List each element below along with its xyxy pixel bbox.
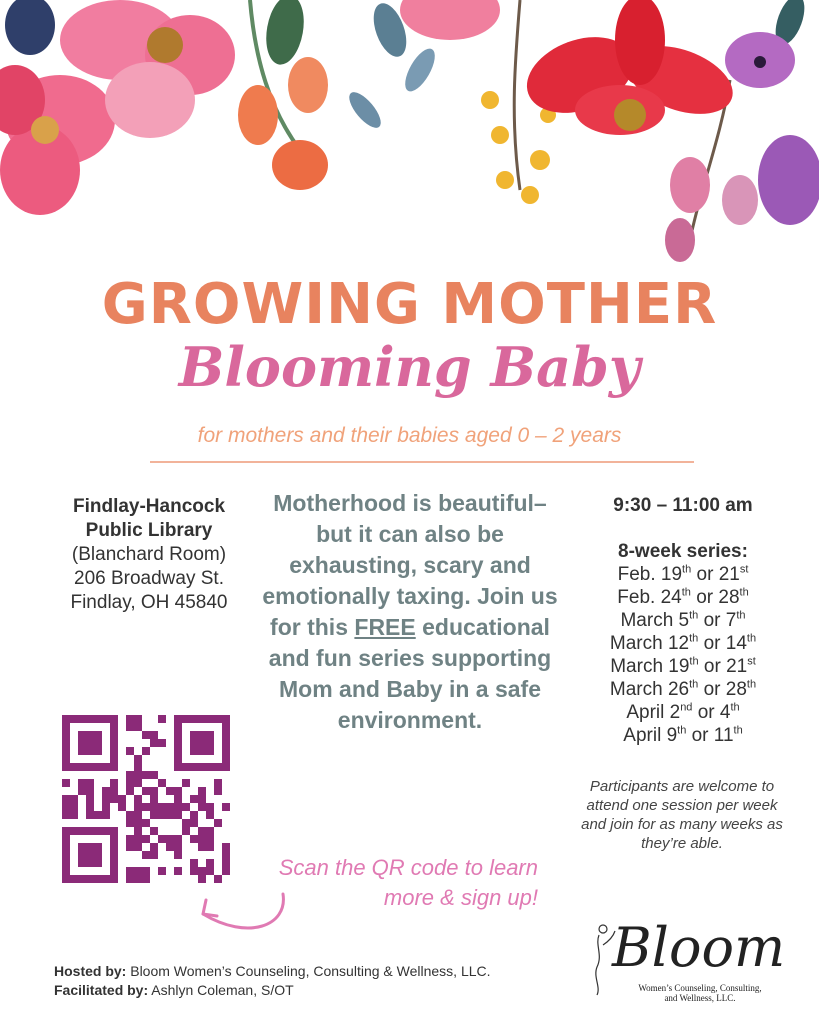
schedule-block [578, 494, 788, 747]
title-growing-mother: GROWING MOTHER [101, 272, 718, 337]
qr-code[interactable] [62, 715, 230, 883]
tagline: for mothers and their babies aged 0 – 2 years [197, 424, 622, 447]
date-row [578, 701, 788, 724]
date-first: April 9 [623, 725, 678, 746]
date-first: March 12 [609, 633, 690, 654]
blurb-free: FREE [354, 614, 416, 640]
blurb-text-before: Motherhood is beautiful–but it can also be exhausting, scary and emotionally taxing. Join us for this [262, 490, 558, 640]
date-second: 28 [718, 587, 740, 608]
blurb-text-after: educational and fun series supporting Mom and Baby in a safe environment. [268, 614, 552, 733]
date-first: Feb. 19 [617, 564, 683, 585]
date-row [578, 609, 788, 632]
scan-line-2: more & sign up! [383, 885, 538, 910]
title-blooming-baby: Blooming Baby [178, 335, 641, 399]
date-row [578, 632, 788, 655]
venue-name-line1: Findlay-Hancock [72, 496, 226, 517]
date-second-suffix: st [739, 563, 749, 576]
date-second: 21 [718, 564, 740, 585]
series-label: 8-week series: [618, 541, 748, 562]
date-second: 14 [725, 633, 747, 654]
venue-block [44, 495, 254, 615]
date-second: 28 [725, 679, 747, 700]
logo-sub-line1: Women’s Counseling, Consulting, [638, 983, 762, 993]
date-second-suffix: th [733, 724, 743, 737]
date-or: or [697, 702, 715, 723]
date-first: March 26 [609, 679, 690, 700]
venue-name-line2: Public Library [85, 520, 213, 541]
date-row [578, 586, 788, 609]
session-time: 9:30 – 11:00 am [613, 495, 753, 516]
date-first-suffix: th [689, 678, 699, 691]
venue-room: (Blanchard Room) [71, 544, 227, 565]
participation-note: Participants are welcome to attend one session per week and join for as many weeks as they’re able. [581, 778, 783, 852]
date-or: or [703, 610, 721, 631]
hosted-by-value: Bloom Women’s Counseling, Consulting & Wellness, LLC. [130, 963, 491, 979]
date-list [578, 563, 788, 747]
date-first-suffix: th [677, 724, 687, 737]
date-first-suffix: th [681, 586, 691, 599]
date-or: or [696, 587, 714, 608]
date-second-suffix: th [746, 678, 757, 691]
facilitated-by-label: Facilitated by: [54, 982, 149, 998]
date-row [578, 724, 788, 747]
curved-arrow-icon [188, 886, 298, 946]
description-blurb [262, 488, 558, 736]
date-or: or [691, 725, 709, 746]
date-row [578, 678, 788, 701]
venue-city: Findlay, OH 45840 [70, 592, 228, 613]
date-first-suffix: th [689, 632, 699, 645]
date-first: March 5 [620, 610, 690, 631]
floral-header-illustration [0, 0, 819, 270]
bloom-logo: Bloom [612, 916, 786, 979]
date-second-suffix: th [730, 701, 740, 714]
date-second-suffix: th [739, 586, 749, 599]
date-or: or [696, 564, 714, 585]
date-second: 4 [719, 702, 731, 723]
footer-credits [54, 962, 491, 1000]
bloom-logo-subtitle [620, 983, 780, 1003]
date-second: 11 [713, 725, 734, 746]
divider [150, 461, 694, 463]
date-or: or [703, 656, 721, 677]
date-row [578, 655, 788, 678]
date-or: or [703, 679, 721, 700]
date-second: 7 [725, 610, 737, 631]
date-first-suffix: nd [680, 701, 693, 714]
date-second-suffix: th [746, 632, 757, 645]
date-first: March 19 [610, 656, 690, 677]
date-first: Feb. 24 [617, 587, 682, 608]
date-second: 21 [726, 656, 748, 677]
scan-line-1: Scan the QR code to learn [278, 855, 538, 880]
date-row [578, 563, 788, 586]
logo-sub-line2: and Wellness, LLC. [664, 993, 736, 1003]
date-second-suffix: st [747, 655, 756, 668]
date-second-suffix: th [736, 609, 746, 622]
venue-street: 206 Broadway St. [74, 568, 224, 589]
date-first: April 2 [626, 702, 681, 723]
date-first-suffix: th [689, 609, 699, 622]
date-first-suffix: th [682, 563, 692, 576]
facilitated-by-value: Ashlyn Coleman, S/OT [151, 982, 294, 998]
date-or: or [703, 633, 721, 654]
date-first-suffix: th [689, 655, 699, 668]
hosted-by-label: Hosted by: [54, 963, 127, 979]
